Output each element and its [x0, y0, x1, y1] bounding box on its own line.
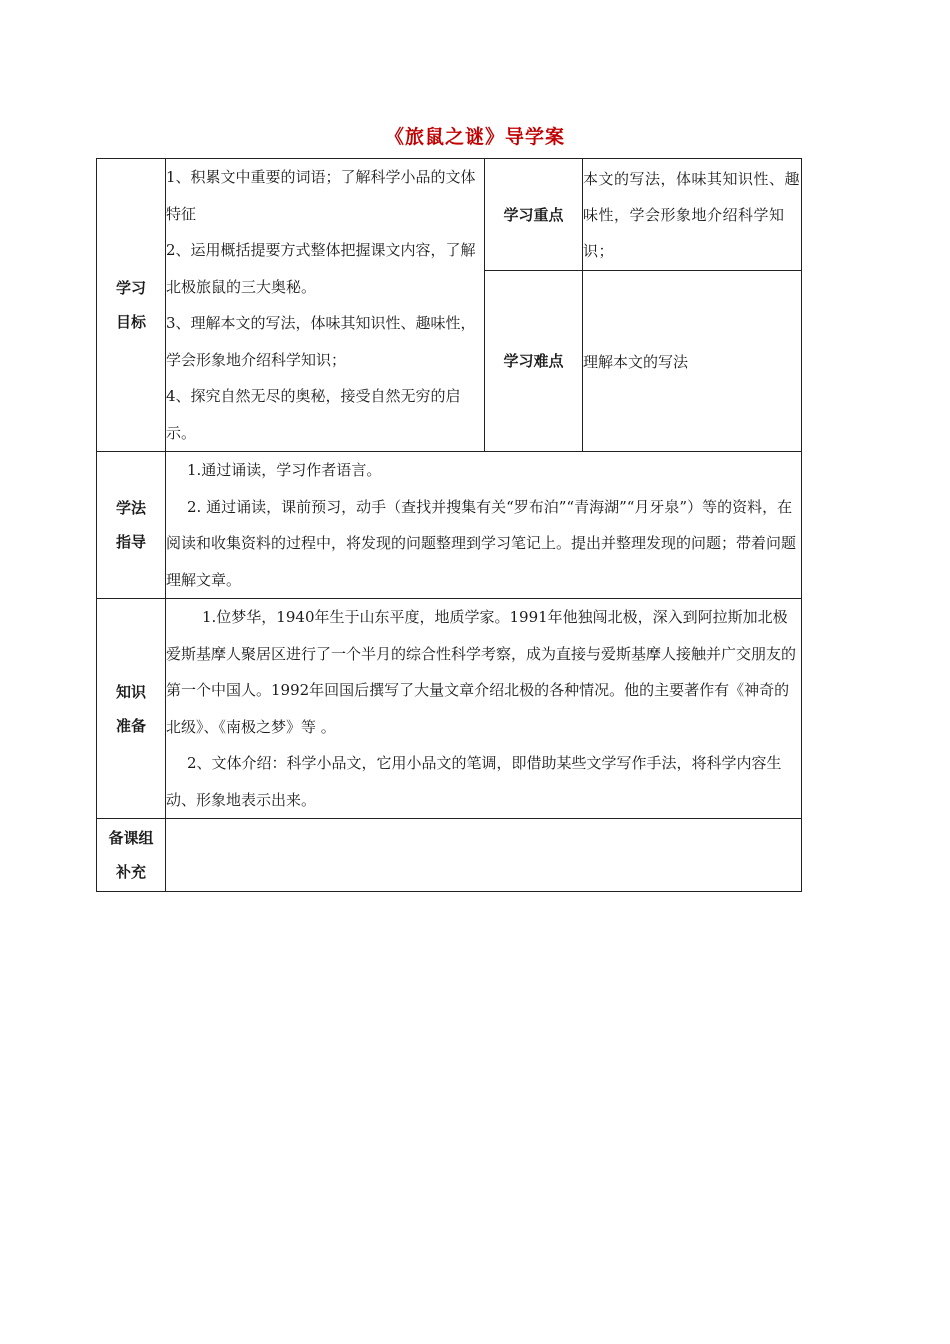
- knowledge-content-cell: [166, 599, 802, 819]
- difficulty-text: 理解本文的写法: [583, 271, 802, 452]
- goal-item-1: 1、积累文中重要的词语；了解科学小品的文体特征: [166, 168, 476, 223]
- method-item-2: 2. 通过诵读，课前预习，动手（查找并搜集有关“罗布泊”“青海湖”“月牙泉”）等的资料，在阅读和收集资料的过程中，将发现的问题整理到学习笔记上。提出并整理发现的问题；带着问题理解文章。: [166, 497, 797, 589]
- supplement-label-cell: [97, 819, 166, 892]
- goal-item-3: 3、理解本文的写法，体味其知识性、趣味性，学会形象地介绍科学知识；: [166, 314, 476, 369]
- study-plan-table: [96, 158, 802, 892]
- method-row: [97, 452, 802, 599]
- goals-label-line2: 目标: [115, 313, 146, 331]
- knowledge-row: [97, 599, 802, 819]
- goals-content-cell: [166, 159, 485, 452]
- knowledge-label-line1: 知识: [115, 682, 146, 701]
- page-title: 《旅鼠之谜》导学案: [384, 126, 565, 148]
- knowledge-label-line2: 准备: [115, 716, 146, 735]
- supplement-row: [97, 819, 802, 892]
- supplement-content-cell[interactable]: [166, 819, 802, 892]
- method-item-1: 1.通过诵读，学习作者语言。: [187, 461, 382, 479]
- key-point-text: 本文的写法，体味其知识性、趣味性，学会形象地介绍科学知识；: [583, 159, 802, 271]
- method-label-line2: 指导: [115, 533, 146, 551]
- method-label-cell: [97, 452, 166, 599]
- difficulty-label: 学习难点: [485, 271, 583, 452]
- goal-item-2: 2、运用概括提要方式整体把握课文内容，了解北极旅鼠的三大奥秘。: [166, 241, 476, 296]
- knowledge-label-cell: [97, 599, 166, 819]
- knowledge-item-1: 1.位梦华，1940年生于山东平度，地质学家。1991年他独闯北极，深入到阿拉斯加北极爱斯基摩人聚居区进行了一个半月的综合性科学考察，成为直接与爱斯基摩人接触并广交朋友的第一个中国人。1992年回国后撰写了大量文章介绍北极的各种情况。他的主要著作有《神奇的北级》、《南极之梦》等 。: [166, 608, 797, 736]
- goal-item-4: 4、探究自然无尽的奥秘，接受自然无穷的启示。: [166, 387, 461, 442]
- key-point-label: 学习重点: [485, 159, 583, 271]
- supplement-label-line2: 补充: [115, 863, 146, 881]
- goals-row-top: [97, 159, 802, 271]
- method-content-cell: [166, 452, 802, 599]
- goals-label-cell: [97, 159, 166, 452]
- knowledge-item-2: 2、文体介绍：科学小品文，它用小品文的笔调，即借助某些文学写作手法，将科学内容生动、形象地表示出来。: [166, 754, 782, 809]
- method-label-line1: 学法: [115, 499, 146, 517]
- goals-label-line1: 学习: [115, 279, 146, 297]
- supplement-label-line1: 备课组: [108, 829, 154, 847]
